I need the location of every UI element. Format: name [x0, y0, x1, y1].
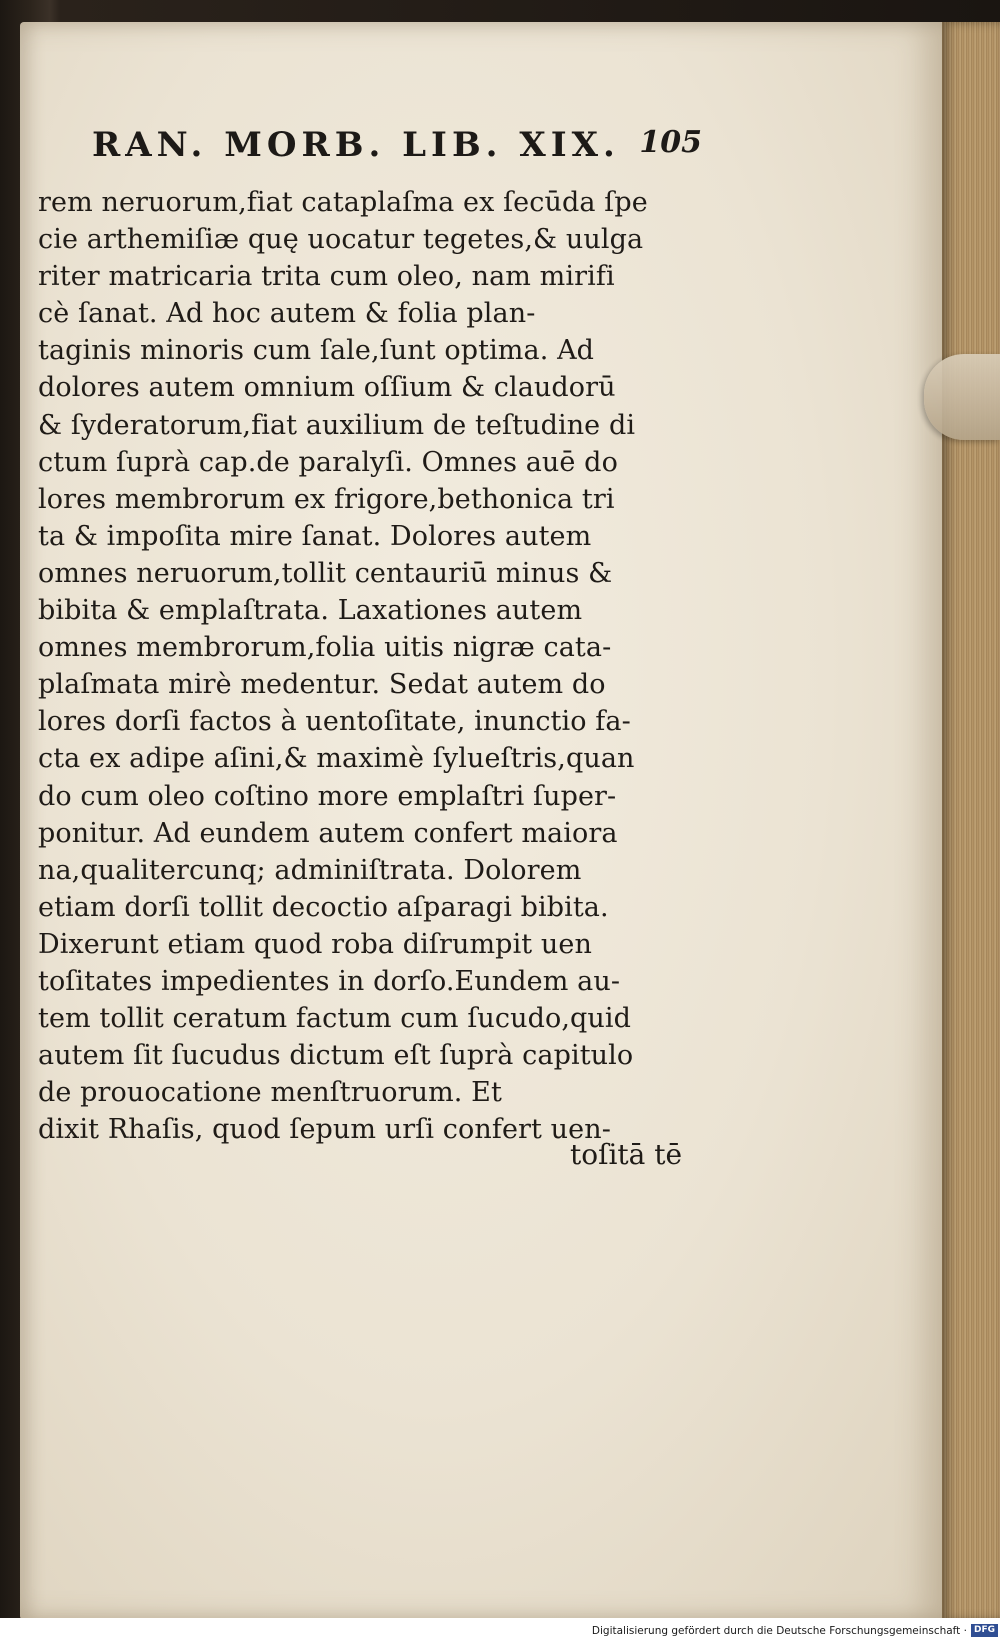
text-line: bibita & emplaſtrata. Laxationes autem — [38, 595, 583, 627]
book-fore-edge — [942, 22, 1000, 1620]
running-title: RAN. MORB. LIB. XIX. — [92, 125, 620, 165]
text-line: lores membrorum ex frigore,bethonica tri — [38, 483, 615, 515]
text-line: tem tollit ceratum factum cum ſucudo,quid — [38, 1003, 632, 1035]
text-line: omnes neruorum,tollit centauriū minus & — [38, 557, 613, 589]
text-line: omnes membrorum,folia uitis nigræ cata- — [38, 632, 612, 664]
text-line: etiam dorſi tollit decoctio aſparagi bibita. — [38, 891, 609, 923]
text-line: Dixerunt etiam quod roba diſrumpit uen — [38, 928, 592, 960]
text-line: cè ſanat. Ad hoc autem & folia plan- — [38, 298, 536, 330]
text-line: cta ex adipe aſini,& maximè ſylueſtris,quan — [38, 743, 635, 775]
text-line: riter matricaria trita cum oleo, nam mirifi — [38, 261, 615, 293]
body-text — [38, 184, 678, 1148]
text-line: lores dorſi factos à uentoſitate, inunctio fa- — [38, 706, 631, 738]
text-line: rem neruorum,fiat cataplaſma ex ſecūda ſpe — [38, 187, 648, 218]
bookmark-tab — [924, 354, 1000, 440]
text-line: ctum ſuprà cap.de paralyſi. Omnes auē do — [38, 446, 618, 478]
credit-text: Digitalisierung gefördert durch die Deutsche Forschungsgemeinschaft · — [591, 1624, 967, 1637]
text-line: toſitates impedientes in dorſo.Eundem au- — [38, 965, 621, 997]
catchword: toſitā tē — [570, 1138, 683, 1171]
dfg-logo: DFG — [971, 1624, 998, 1637]
text-line: ta & impoſita mire ſanat. Dolores autem — [38, 520, 592, 552]
text-line: taginis minoris cum ſale,ſunt optima. Ad — [38, 335, 595, 367]
page-header — [92, 125, 702, 175]
text-line: de prouocatione menſtruorum. Et — [38, 1077, 502, 1109]
text-line: & ſyderatorum,fiat auxilium de teſtudine di — [38, 409, 636, 441]
text-line: do cum oleo coſtino more emplaſtri ſuper- — [38, 780, 617, 812]
text-line: dixit Rhaſis, quod ſepum urſi confert uen- — [38, 1114, 611, 1146]
text-line: cie arthemiſiæ quę uocatur tegetes,& uulga — [38, 224, 644, 256]
folio-number: 105 — [639, 125, 702, 160]
digitization-credit — [580, 1621, 1000, 1640]
text-line: ponitur. Ad eundem autem confert maiora — [38, 817, 618, 849]
text-line: autem ſit ſucudus dictum eſt ſuprà capitulo — [38, 1040, 634, 1072]
text-line: plaſmata mirè medentur. Sedat autem do — [38, 669, 606, 701]
text-line: dolores autem omnium oſſium & claudorū — [38, 372, 616, 404]
text-line: na,qualitercunq; adminiſtrata. Dolorem — [38, 854, 582, 886]
